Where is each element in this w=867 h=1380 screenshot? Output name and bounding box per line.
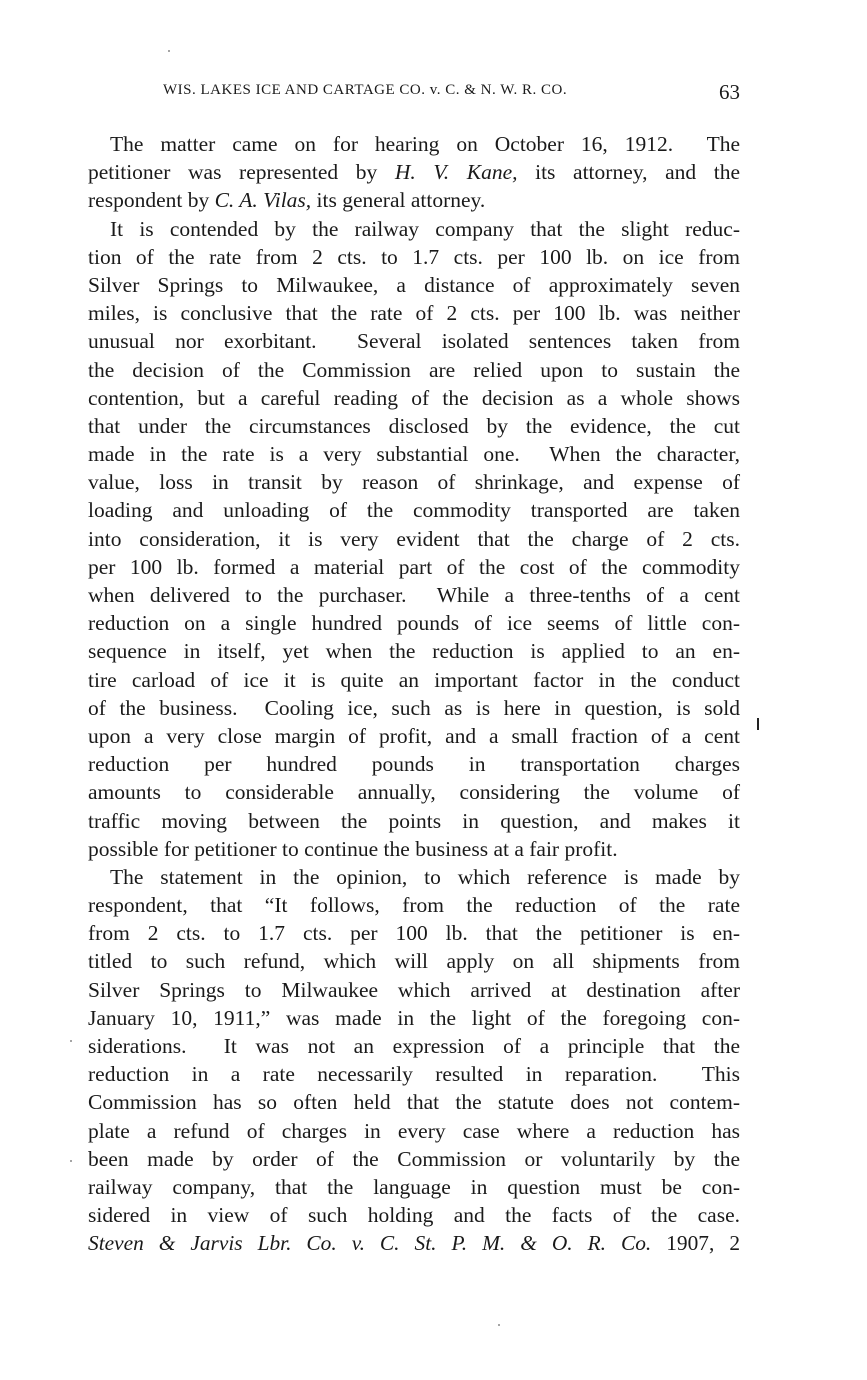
text-line: respondent by C. A. Vilas, its general attorney. <box>88 188 486 213</box>
scan-speck <box>70 1160 72 1162</box>
text-line: amounts to considerable annually, considering the volume of <box>88 780 740 805</box>
text-line: tire carload of ice it is quite an important factor in the conduct <box>88 667 740 692</box>
running-title: WIS. LAKES ICE AND CARTAGE CO. v. C. & N. W. R. CO. <box>163 82 568 98</box>
text-line: Steven & Jarvis Lbr. Co. v. C. St. P. M. & O. R. Co. 1907, 2 <box>88 1231 741 1256</box>
text-line: unusual nor exorbitant. Several isolated sentences taken from <box>88 329 740 354</box>
attorney-name: C. A. Vilas, <box>214 188 312 213</box>
text-line: per 100 lb. formed a material part of the cost of the commodity <box>88 554 740 579</box>
scan-speck <box>70 1040 72 1042</box>
text-line: traffic moving between the points in question, and makes it <box>88 808 740 833</box>
text-line: reduction in a rate necessarily resulted in reparation. This <box>88 1062 740 1087</box>
text-line: the decision of the Commission are relied upon to sustain the <box>88 357 740 382</box>
attorney-name: H. V. Kane, <box>394 160 518 185</box>
text-line: contention, but a careful reading of the decision as a whole shows <box>88 385 740 410</box>
text-line: of the business. Cooling ice, such as is here in question, is sold <box>88 695 740 720</box>
text-line: petitioner was represented by H. V. Kane, its attorney, and the <box>88 160 740 185</box>
text-line: loading and unloading of the commodity transported are taken <box>88 498 740 523</box>
text-line: been made by order of the Commission or voluntarily by the <box>88 1146 740 1171</box>
text-line: value, loss in transit by reason of shrinkage, and expense of <box>88 470 740 495</box>
text-line: sidered in view of such holding and the facts of the case. <box>88 1203 740 1228</box>
text-line: respondent, that “It follows, from the reduction of the rate <box>88 893 740 918</box>
page-number: 63 <box>719 80 740 104</box>
text-line: plate a refund of charges in every case where a reduction has <box>88 1118 740 1143</box>
body-text <box>88 130 740 1258</box>
text-line: sequence in itself, yet when the reduction is applied to an en- <box>88 639 740 664</box>
text-line: January 10, 1911,” was made in the light of the foregoing con- <box>88 1005 740 1030</box>
text-line: siderations. It was not an expression of a principle that the <box>88 1034 740 1058</box>
text-line: from 2 cts. to 1.7 cts. per 100 lb. that the petitioner is en- <box>88 921 740 946</box>
text-line: that under the circumstances disclosed by the evidence, the cut <box>88 413 740 438</box>
text-line: The statement in the opinion, to which reference is made by <box>110 864 740 889</box>
text-line: possible for petitioner to continue the business at a fair profit. <box>88 836 618 861</box>
margin-mark <box>757 718 759 730</box>
text-line: reduction on a single hundred pounds of ice seems of little con- <box>88 611 740 636</box>
scan-speck <box>498 1324 500 1326</box>
text-line: upon a very close margin of profit, and a small fraction of a cent <box>88 723 740 748</box>
text-line: tion of the rate from 2 cts. to 1.7 cts. per 100 lb. on ice from <box>88 244 740 269</box>
text-line: into consideration, it is very evident that the charge of 2 cts. <box>88 526 740 551</box>
text-line: Commission has so often held that the statute does not contem- <box>88 1090 740 1115</box>
text-line: when delivered to the purchaser. While a three-tenths of a cent <box>88 583 740 607</box>
text-line: It is contended by the railway company that the slight reduc- <box>110 216 740 241</box>
text-line: titled to such refund, which will apply on all shipments from <box>88 949 740 974</box>
text-line: reduction per hundred pounds in transportation charges <box>88 752 740 777</box>
text-line: made in the rate is a very substantial one. When the character, <box>88 442 740 467</box>
text-line: The matter came on for hearing on October 16, 1912. The <box>110 132 740 156</box>
text-line: miles, is conclusive that the rate of 2 cts. per 100 lb. was neither <box>88 301 740 326</box>
scan-speck <box>168 50 170 52</box>
running-head <box>88 80 740 104</box>
case-citation: Steven & Jarvis Lbr. Co. v. C. St. P. M. & O. R. Co. <box>88 1231 652 1256</box>
text-line: railway company, that the language in question must be con- <box>88 1174 740 1199</box>
text-line: Silver Springs to Milwaukee which arrived at destination after <box>88 977 740 1002</box>
text-line: Silver Springs to Milwaukee, a distance of approximately seven <box>88 272 740 297</box>
